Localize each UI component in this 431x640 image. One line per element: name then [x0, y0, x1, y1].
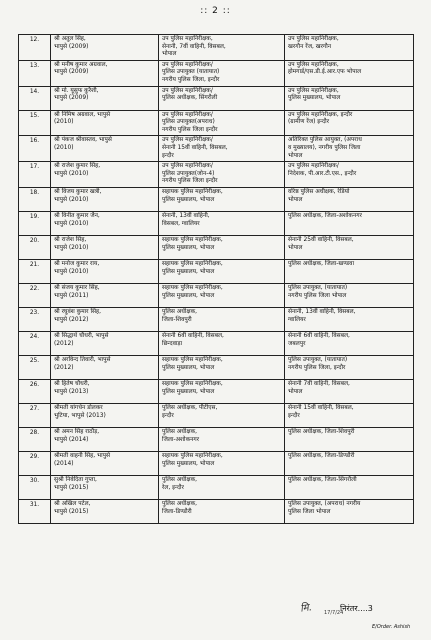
table-row: [19, 451, 414, 475]
current-posting-cell: सहायक पुलिस महानिरीक्षक, पुलिस मुख्यालय, भोपाल: [159, 379, 285, 403]
serial-number-cell: 15.: [19, 110, 51, 136]
transfer-table-body: [19, 35, 414, 524]
serial-number-cell: 31.: [19, 499, 51, 523]
serial-number-cell: 27.: [19, 403, 51, 427]
serial-number-cell: 23.: [19, 307, 51, 331]
serial-number-cell: 25.: [19, 355, 51, 379]
officer-name-cell: श्री संजय कुमार सिंह, भापुसे (2011): [51, 283, 159, 307]
officer-name-cell: श्री अमन सिंह राठौड़, भापुसे (2014): [51, 427, 159, 451]
new-posting-cell: उप पुलिस महानिरीक्षक/ निदेशक, पी.आर.टी.एस., इन्दौर: [285, 162, 414, 188]
serial-number-cell: 13.: [19, 60, 51, 86]
current-posting-cell: उप पुलिस महानिरीक्षक/ पुलिस उपायुक्त (यातायात) नगरीय पुलिस जिला, इन्दौर: [159, 60, 285, 86]
table-row: [19, 211, 414, 235]
current-posting-cell: सहायक पुलिस महानिरीक्षक, पुलिस मुख्यालय, भोपाल: [159, 283, 285, 307]
new-posting-cell: अतिरिक्त पुलिस आयुक्त, (अपराध व मुख्यालय), नगरीय पुलिस जिला भोपाल: [285, 136, 414, 162]
table-row: [19, 60, 414, 86]
officer-name-cell: श्री विजय कुमार खत्री, भापुसे (2010): [51, 187, 159, 211]
new-posting-cell: सेनानी 7वीं वाहिनी, विसबल, भोपाल: [285, 379, 414, 403]
current-posting-cell: पुलिस अधीक्षक, रेल, इन्दौर: [159, 475, 285, 499]
current-posting-cell: पुलिस अधीक्षक, जिला-डिण्डौरी: [159, 499, 285, 523]
new-posting-cell: पुलिस उपायुक्त, (यातायात) नगरीय पुलिस जिला, इन्दौर: [285, 355, 414, 379]
serial-number-cell: 21.: [19, 259, 51, 283]
officer-name-cell: श्री मो. यूसुफ कुरैशी, भापुसे (2009): [51, 86, 159, 110]
table-row: [19, 259, 414, 283]
transfer-table: [18, 34, 414, 524]
new-posting-cell: उप पुलिस महानिरीक्षक, पुलिस मुख्यालय, भोपाल: [285, 86, 414, 110]
current-posting-cell: सेनानी 6वीं वाहिनी, विसबल, छिन्दवाड़ा: [159, 331, 285, 355]
new-posting-cell: उप पुलिस महानिरीक्षक, खरगौन रेंज, खरगौन: [285, 35, 414, 61]
current-posting-cell: सेनानी, 13वीं वाहिनी, विसबल, ग्वालियर: [159, 211, 285, 235]
current-posting-cell: सहायक पुलिस महानिरीक्षक, पुलिस मुख्यालय, भोपाल: [159, 259, 285, 283]
table-row: [19, 235, 414, 259]
table-row: [19, 403, 414, 427]
table-row: [19, 162, 414, 188]
serial-number-cell: 30.: [19, 475, 51, 499]
current-posting-cell: उप पुलिस महानिरीक्षक, सेनानी, 7वीं वाहिनी, विसबल, भोपाल: [159, 35, 285, 61]
officer-name-cell: श्री अरविन्द तिवारी, भापुसे (2012): [51, 355, 159, 379]
officer-name-cell: श्री राजेश कुमार सिंह, भापुसे (2010): [51, 162, 159, 188]
serial-number-cell: 16.: [19, 136, 51, 162]
continued-label: निरंतर....3: [340, 604, 373, 613]
current-posting-cell: उप पुलिस महानिरीक्षक/ पुलिस उपायुक्त(जोन-4) नगरीय पुलिस जिला इन्दौर: [159, 162, 285, 188]
officer-name-cell: श्री रघुवंश कुमार सिंह, भापुसे (2012): [51, 307, 159, 331]
current-posting-cell: पुलिस अधीक्षक, जिला-अशोकनगर: [159, 427, 285, 451]
serial-number-cell: 29.: [19, 451, 51, 475]
signature-date: 17/7/24: [324, 610, 344, 616]
officer-name-cell: श्री मनीष कुमार अग्रवाल, भापुसे (2009): [51, 60, 159, 86]
current-posting-cell: सहायक पुलिस महानिरीक्षक, पुलिस मुख्यालय, भोपाल: [159, 355, 285, 379]
officer-name-cell: श्री अतुल सिंह, भापुसे (2009): [51, 35, 159, 61]
serial-number-cell: 26.: [19, 379, 51, 403]
officer-name-cell: श्री हितेष चौधरी, भापुसे (2013): [51, 379, 159, 403]
serial-number-cell: 18.: [19, 187, 51, 211]
current-posting-cell: सहायक पुलिस महानिरीक्षक, पुलिस मुख्यालय, भोपाल: [159, 235, 285, 259]
serial-number-cell: 20.: [19, 235, 51, 259]
officer-name-cell: श्री निमिष अग्रवाल, भापुसे (2010): [51, 110, 159, 136]
new-posting-cell: उप पुलिस महानिरीक्षक, इन्दौर (ग्रामीण रेंज) इन्दौर: [285, 110, 414, 136]
table-row: [19, 355, 414, 379]
officer-name-cell: श्री सिद्धार्थ चौधरी, भापुसे (2012): [51, 331, 159, 355]
new-posting-cell: सेनानी 25वीं वाहिनी, विसबल, भोपाल: [285, 235, 414, 259]
signature: मि.: [299, 602, 313, 615]
new-posting-cell: पुलिस अधीक्षक, जिला-डिण्डौरी: [285, 451, 414, 475]
new-posting-cell: सेनानी 6वीं वाहिनी, विसबल, जबलपुर: [285, 331, 414, 355]
page-number: :: 2 ::: [200, 6, 231, 16]
table-row: [19, 427, 414, 451]
table-row: [19, 379, 414, 403]
current-posting-cell: पुलिस अधीक्षक, जिला-शिवपुरी: [159, 307, 285, 331]
officer-name-cell: सुश्री निवेदिता गुप्ता, भापुसे (2015): [51, 475, 159, 499]
new-posting-cell: पुलिस अधीक्षक, जिला-शिवपुरी: [285, 427, 414, 451]
new-posting-cell: पुलिस उपायुक्त, (अपराध) नगरीय पुलिस जिला भोपाल: [285, 499, 414, 523]
current-posting-cell: उप पुलिस महानिरीक्षक/ सेनानी 15वीं वाहिनी, विसबल, इन्दौर: [159, 136, 285, 162]
current-posting-cell: सहायक पुलिस महानिरीक्षक, पुलिस मुख्यालय, भोपाल: [159, 451, 285, 475]
new-posting-cell: पुलिस अधीक्षक, जिला-अशोकनगर: [285, 211, 414, 235]
serial-number-cell: 19.: [19, 211, 51, 235]
current-posting-cell: उप पुलिस महानिरीक्षक/ पुलिस अधीक्षक, सिंगरौली: [159, 86, 285, 110]
table-row: [19, 110, 414, 136]
new-posting-cell: पुलिस अधीक्षक, जिला-सिंगरौली: [285, 475, 414, 499]
table-row: [19, 331, 414, 355]
new-posting-cell: सेनानी 15वीं वाहिनी, विसबल, इन्दौर: [285, 403, 414, 427]
new-posting-cell: पुलिस उपायुक्त, (यातायात) नगरीय पुलिस जिला भोपाल: [285, 283, 414, 307]
serial-number-cell: 22.: [19, 283, 51, 307]
serial-number-cell: 24.: [19, 331, 51, 355]
officer-name-cell: श्री राजेश सिंह, भापुसे (2010): [51, 235, 159, 259]
table-row: [19, 307, 414, 331]
table-row: [19, 136, 414, 162]
table-row: [19, 475, 414, 499]
table-row: [19, 283, 414, 307]
serial-number-cell: 12.: [19, 35, 51, 61]
table-row: [19, 35, 414, 61]
officer-name-cell: श्री विनीत कुमार जैन, भापुसे (2010): [51, 211, 159, 235]
serial-number-cell: 17.: [19, 162, 51, 188]
current-posting-cell: पुलिस अधीक्षक, पीटीएस, इन्दौर: [159, 403, 285, 427]
officer-name-cell: श्रीमती वाहनी सिंह, भापुसे (2014): [51, 451, 159, 475]
table-row: [19, 499, 414, 523]
new-posting-cell: उप पुलिस महानिरीक्षक, होमगार्ड/एस.डी.ई.आर.एफ भोपाल: [285, 60, 414, 86]
new-posting-cell: वरिष्ठ पुलिस अधीक्षक, रेडियो भोपाल: [285, 187, 414, 211]
table-row: [19, 187, 414, 211]
serial-number-cell: 14.: [19, 86, 51, 110]
eorder-label: E/Order. Ashish: [372, 624, 411, 630]
serial-number-cell: 28.: [19, 427, 51, 451]
new-posting-cell: सेनानी, 13वीं वाहिनी, विसबल, ग्वालियर: [285, 307, 414, 331]
table-row: [19, 86, 414, 110]
officer-name-cell: श्री अखिल पटेल, भापुसे (2015): [51, 499, 159, 523]
officer-name-cell: श्री मनोज कुमार राय, भापुसे (2010): [51, 259, 159, 283]
officer-name-cell: श्रीमती यांगचेन डोलकर भुटिया, भापुसे (2013): [51, 403, 159, 427]
new-posting-cell: पुलिस अधीक्षक, जिला-खण्डवा: [285, 259, 414, 283]
current-posting-cell: उप पुलिस महानिरीक्षक/ पुलिस उपायुक्त(अपराध) नगरीय पुलिस जिला इन्दौर: [159, 110, 285, 136]
officer-name-cell: श्री पंकज श्रीवास्तव, भापुसे (2010): [51, 136, 159, 162]
current-posting-cell: सहायक पुलिस महानिरीक्षक, पुलिस मुख्यालय, भोपाल: [159, 187, 285, 211]
